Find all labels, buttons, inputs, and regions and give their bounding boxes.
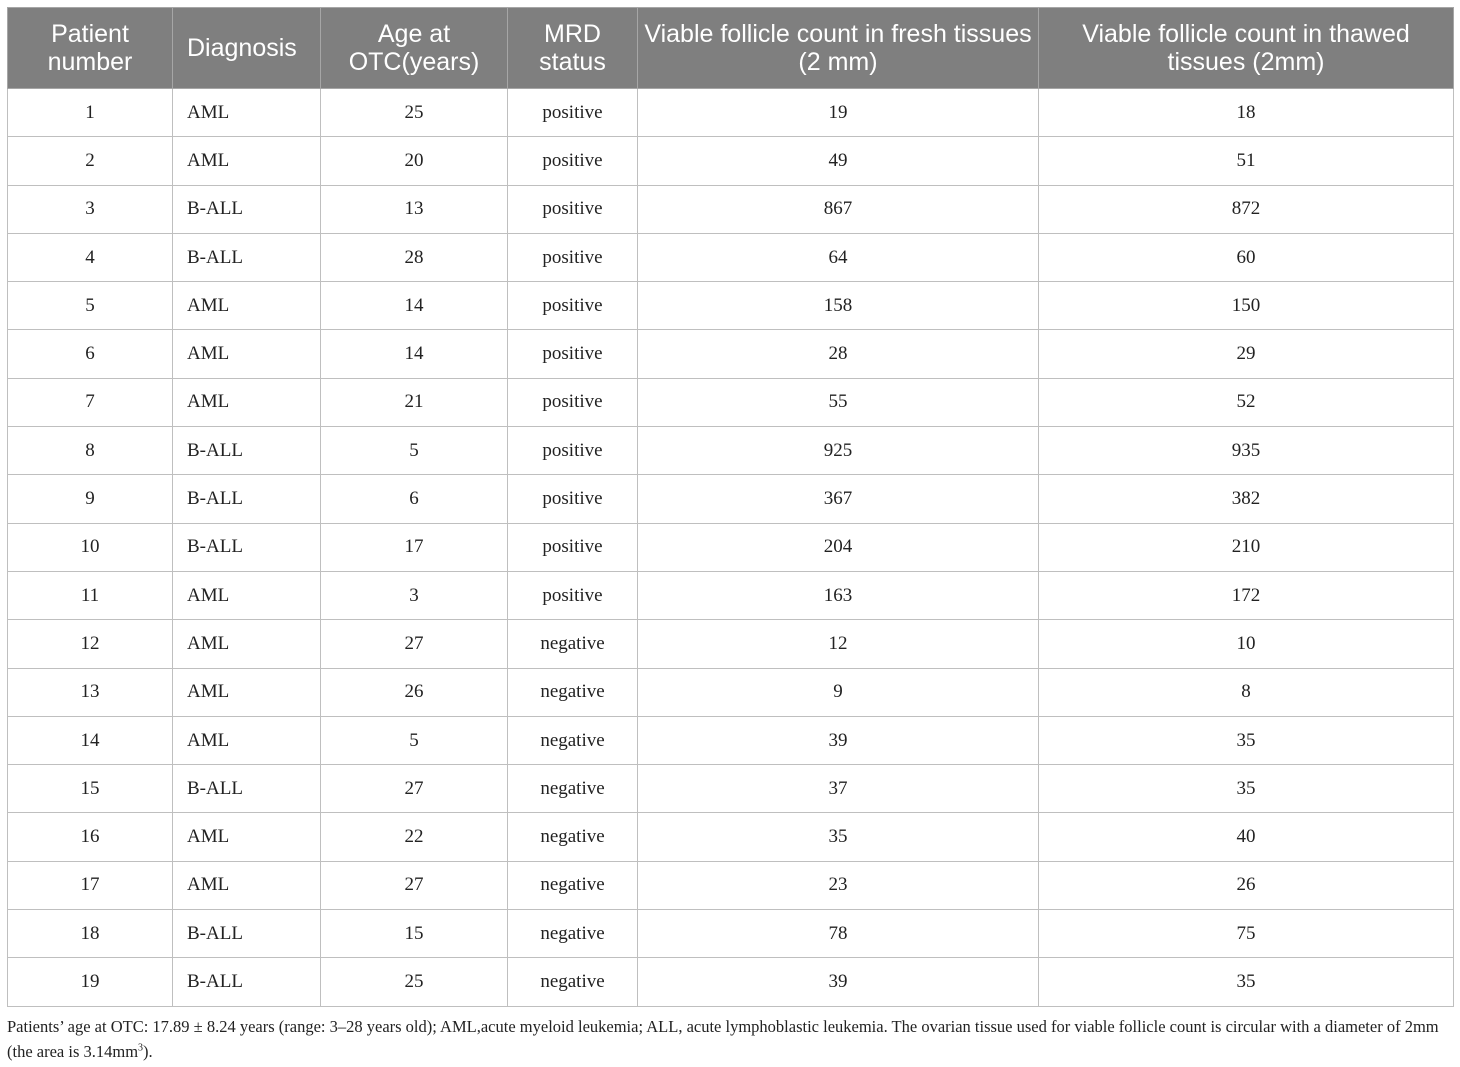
- data-table: [7, 7, 1454, 1007]
- cell-mrd-status: positive: [508, 233, 638, 281]
- col-header-patient-number: Patient number: [8, 8, 173, 89]
- cell-mrd-status: negative: [508, 716, 638, 764]
- cell-age: 15: [321, 910, 508, 958]
- cell-fresh-count: 64: [638, 233, 1039, 281]
- cell-patient-number: 17: [8, 861, 173, 909]
- cell-patient-number: 12: [8, 620, 173, 668]
- table-row: [8, 620, 1454, 668]
- cell-age: 27: [321, 861, 508, 909]
- cell-patient-number: 15: [8, 765, 173, 813]
- cell-age: 25: [321, 89, 508, 137]
- cell-mrd-status: positive: [508, 185, 638, 233]
- cell-fresh-count: 55: [638, 378, 1039, 426]
- col-header-diagnosis: Diagnosis: [173, 8, 321, 89]
- cell-thawed-count: 35: [1039, 765, 1454, 813]
- table-row: [8, 137, 1454, 185]
- cell-mrd-status: positive: [508, 523, 638, 571]
- col-header-thawed-count: Viable follicle count in thawed tissues (2mm): [1039, 8, 1454, 89]
- table-row: [8, 185, 1454, 233]
- cell-thawed-count: 60: [1039, 233, 1454, 281]
- cell-thawed-count: 150: [1039, 282, 1454, 330]
- cell-patient-number: 14: [8, 716, 173, 764]
- cell-diagnosis: AML: [173, 571, 321, 619]
- cell-thawed-count: 10: [1039, 620, 1454, 668]
- cell-mrd-status: negative: [508, 765, 638, 813]
- table-row: [8, 523, 1454, 571]
- cell-age: 26: [321, 668, 508, 716]
- cell-thawed-count: 40: [1039, 813, 1454, 861]
- cell-fresh-count: 12: [638, 620, 1039, 668]
- cell-thawed-count: 172: [1039, 571, 1454, 619]
- cell-age: 27: [321, 765, 508, 813]
- cell-patient-number: 18: [8, 910, 173, 958]
- cell-age: 22: [321, 813, 508, 861]
- cell-patient-number: 2: [8, 137, 173, 185]
- cell-mrd-status: negative: [508, 910, 638, 958]
- cell-thawed-count: 35: [1039, 716, 1454, 764]
- footnote-end: ).: [143, 1042, 153, 1061]
- table-row: [8, 233, 1454, 281]
- cell-fresh-count: 867: [638, 185, 1039, 233]
- cell-fresh-count: 204: [638, 523, 1039, 571]
- cell-patient-number: 19: [8, 958, 173, 1006]
- table-row: [8, 378, 1454, 426]
- cell-diagnosis: B-ALL: [173, 523, 321, 571]
- cell-fresh-count: 28: [638, 330, 1039, 378]
- table-footnote: [7, 1014, 1455, 1064]
- table-row: [8, 716, 1454, 764]
- cell-thawed-count: 935: [1039, 427, 1454, 475]
- cell-fresh-count: 19: [638, 89, 1039, 137]
- cell-diagnosis: AML: [173, 330, 321, 378]
- col-header-age: Age at OTC(years): [321, 8, 508, 89]
- cell-thawed-count: 382: [1039, 475, 1454, 523]
- table-row: [8, 765, 1454, 813]
- cell-thawed-count: 26: [1039, 861, 1454, 909]
- cell-mrd-status: positive: [508, 427, 638, 475]
- cell-age: 5: [321, 427, 508, 475]
- cell-age: 25: [321, 958, 508, 1006]
- cell-fresh-count: 78: [638, 910, 1039, 958]
- cell-diagnosis: B-ALL: [173, 910, 321, 958]
- cell-thawed-count: 52: [1039, 378, 1454, 426]
- cell-fresh-count: 49: [638, 137, 1039, 185]
- cell-fresh-count: 367: [638, 475, 1039, 523]
- cell-thawed-count: 872: [1039, 185, 1454, 233]
- cell-age: 21: [321, 378, 508, 426]
- cell-fresh-count: 39: [638, 716, 1039, 764]
- cell-mrd-status: positive: [508, 89, 638, 137]
- table-row: [8, 475, 1454, 523]
- cell-diagnosis: AML: [173, 861, 321, 909]
- header-row: [8, 8, 1454, 89]
- table-row: [8, 89, 1454, 137]
- cell-thawed-count: 35: [1039, 958, 1454, 1006]
- cell-diagnosis: AML: [173, 137, 321, 185]
- cell-age: 5: [321, 716, 508, 764]
- cell-patient-number: 1: [8, 89, 173, 137]
- cell-diagnosis: AML: [173, 716, 321, 764]
- table-row: [8, 861, 1454, 909]
- cell-fresh-count: 23: [638, 861, 1039, 909]
- cell-diagnosis: B-ALL: [173, 233, 321, 281]
- cell-patient-number: 9: [8, 475, 173, 523]
- table-row: [8, 910, 1454, 958]
- cell-age: 3: [321, 571, 508, 619]
- footnote-superscript: 3: [138, 1042, 144, 1054]
- cell-mrd-status: negative: [508, 668, 638, 716]
- cell-mrd-status: negative: [508, 861, 638, 909]
- cell-patient-number: 4: [8, 233, 173, 281]
- cell-diagnosis: AML: [173, 282, 321, 330]
- cell-mrd-status: positive: [508, 571, 638, 619]
- cell-fresh-count: 9: [638, 668, 1039, 716]
- cell-mrd-status: positive: [508, 282, 638, 330]
- cell-patient-number: 11: [8, 571, 173, 619]
- cell-mrd-status: positive: [508, 378, 638, 426]
- cell-patient-number: 3: [8, 185, 173, 233]
- cell-fresh-count: 158: [638, 282, 1039, 330]
- cell-mrd-status: negative: [508, 958, 638, 1006]
- table-row: [8, 958, 1454, 1006]
- cell-fresh-count: 39: [638, 958, 1039, 1006]
- col-header-mrd-status: MRD status: [508, 8, 638, 89]
- footnote-text: Patients’ age at OTC: 17.89 ± 8.24 years (range: 3–28 years old); AML,acute myeloid leukemia; ALL, acute lymphoblastic leukemia. The ovarian tissue used for viable follicle count is circular with a diameter of 2mm (the area is 3.14mm: [7, 1017, 1439, 1061]
- cell-patient-number: 16: [8, 813, 173, 861]
- cell-age: 14: [321, 330, 508, 378]
- table-row: [8, 668, 1454, 716]
- cell-diagnosis: AML: [173, 620, 321, 668]
- cell-diagnosis: B-ALL: [173, 958, 321, 1006]
- cell-diagnosis: B-ALL: [173, 427, 321, 475]
- cell-patient-number: 13: [8, 668, 173, 716]
- table-row: [8, 330, 1454, 378]
- cell-mrd-status: negative: [508, 620, 638, 668]
- cell-thawed-count: 29: [1039, 330, 1454, 378]
- table-row: [8, 427, 1454, 475]
- cell-thawed-count: 18: [1039, 89, 1454, 137]
- cell-diagnosis: B-ALL: [173, 765, 321, 813]
- cell-thawed-count: 75: [1039, 910, 1454, 958]
- table-container: [7, 7, 1453, 1007]
- cell-mrd-status: positive: [508, 475, 638, 523]
- cell-fresh-count: 163: [638, 571, 1039, 619]
- cell-age: 27: [321, 620, 508, 668]
- cell-thawed-count: 8: [1039, 668, 1454, 716]
- table-row: [8, 571, 1454, 619]
- table-body: [8, 89, 1454, 1007]
- cell-patient-number: 8: [8, 427, 173, 475]
- cell-thawed-count: 210: [1039, 523, 1454, 571]
- cell-diagnosis: AML: [173, 378, 321, 426]
- cell-mrd-status: positive: [508, 330, 638, 378]
- cell-diagnosis: AML: [173, 668, 321, 716]
- cell-fresh-count: 35: [638, 813, 1039, 861]
- cell-diagnosis: AML: [173, 89, 321, 137]
- cell-mrd-status: negative: [508, 813, 638, 861]
- table-row: [8, 813, 1454, 861]
- cell-diagnosis: B-ALL: [173, 475, 321, 523]
- table-row: [8, 282, 1454, 330]
- cell-fresh-count: 37: [638, 765, 1039, 813]
- cell-diagnosis: B-ALL: [173, 185, 321, 233]
- cell-patient-number: 5: [8, 282, 173, 330]
- cell-patient-number: 7: [8, 378, 173, 426]
- cell-age: 17: [321, 523, 508, 571]
- cell-age: 20: [321, 137, 508, 185]
- cell-mrd-status: positive: [508, 137, 638, 185]
- cell-age: 14: [321, 282, 508, 330]
- cell-fresh-count: 925: [638, 427, 1039, 475]
- cell-patient-number: 6: [8, 330, 173, 378]
- cell-diagnosis: AML: [173, 813, 321, 861]
- col-header-fresh-count: Viable follicle count in fresh tissues (2 mm): [638, 8, 1039, 89]
- cell-age: 13: [321, 185, 508, 233]
- cell-age: 6: [321, 475, 508, 523]
- cell-thawed-count: 51: [1039, 137, 1454, 185]
- cell-age: 28: [321, 233, 508, 281]
- cell-patient-number: 10: [8, 523, 173, 571]
